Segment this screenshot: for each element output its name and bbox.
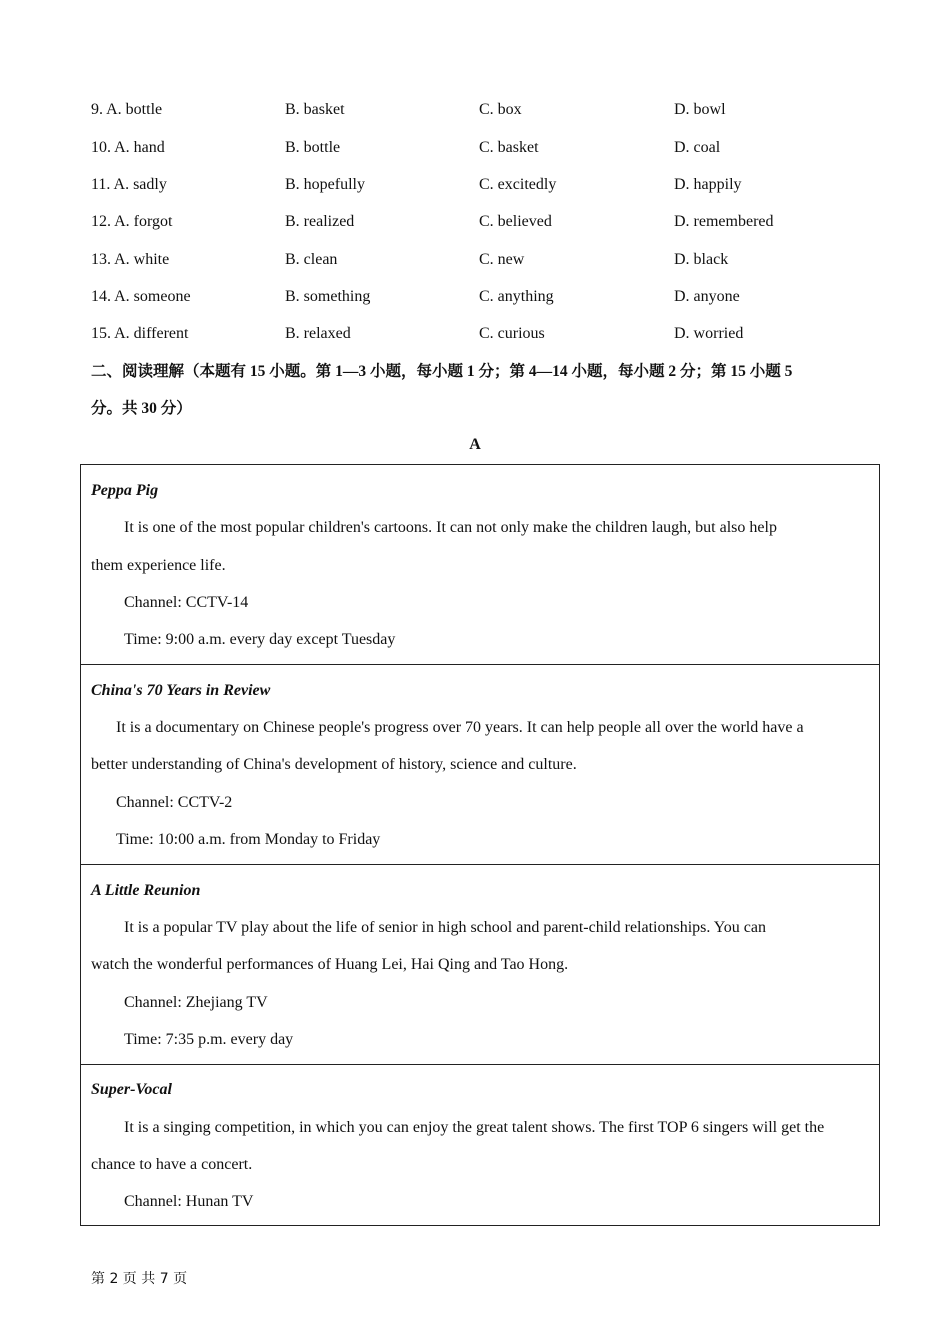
option-a: 15. A. different xyxy=(91,325,189,342)
program-channel: Channel: CCTV-2 xyxy=(116,794,233,811)
option-b: B. basket xyxy=(285,101,345,118)
page-footer: 第 2 页 共 7 页 xyxy=(91,1271,188,1287)
option-c: C. curious xyxy=(479,325,545,342)
program-title: China's 70 Years in Review xyxy=(91,682,271,699)
option-row-12 xyxy=(91,213,871,235)
program-table xyxy=(80,464,880,1226)
program-channel: Channel: Zhejiang TV xyxy=(124,994,268,1011)
option-c: C. box xyxy=(479,101,522,118)
program-description-cont: chance to have a concert. xyxy=(91,1156,253,1173)
program-cell xyxy=(81,465,879,665)
option-row-9 xyxy=(91,101,871,123)
section-heading-line2: 分。共 30 分） xyxy=(91,400,192,417)
option-a: 13. A. white xyxy=(91,251,170,268)
option-a: 10. A. hand xyxy=(91,139,165,156)
program-title: A Little Reunion xyxy=(91,882,201,899)
program-cell xyxy=(81,1065,879,1225)
program-channel: Channel: Hunan TV xyxy=(124,1193,254,1210)
program-time: Time: 7:35 p.m. every day xyxy=(124,1031,294,1048)
program-description: It is a singing competition, in which you can enjoy the great talent shows. The first TOP 6 singers will get the xyxy=(124,1119,825,1136)
program-description: It is one of the most popular children's cartoons. It can not only make the children laugh, but also help xyxy=(124,519,777,536)
option-d: D. bowl xyxy=(674,101,726,118)
program-description-cont: watch the wonderful performances of Huang Lei, Hai Qing and Tao Hong. xyxy=(91,956,569,973)
program-channel: Channel: CCTV-14 xyxy=(124,594,249,611)
program-title: Super-Vocal xyxy=(91,1081,172,1098)
option-row-14 xyxy=(91,288,871,310)
program-description-cont: them experience life. xyxy=(91,557,226,574)
option-c: C. new xyxy=(479,251,525,268)
option-d: D. remembered xyxy=(674,213,774,230)
option-d: D. coal xyxy=(674,139,721,156)
program-title: Peppa Pig xyxy=(91,482,159,499)
option-b: B. clean xyxy=(285,251,338,268)
program-time: Time: 9:00 a.m. every day except Tuesday xyxy=(124,631,396,648)
option-b: B. something xyxy=(285,288,371,305)
passage-label: A xyxy=(469,436,481,453)
option-c: C. believed xyxy=(479,213,552,230)
option-d: D. happily xyxy=(674,176,742,193)
program-description-cont: better understanding of China's development of history, science and culture. xyxy=(91,756,577,773)
program-cell xyxy=(81,865,879,1065)
option-a: 11. A. sadly xyxy=(91,176,167,193)
option-d: D. black xyxy=(674,251,729,268)
program-cell xyxy=(81,665,879,865)
option-d: D. anyone xyxy=(674,288,740,305)
option-row-13 xyxy=(91,251,871,273)
option-a: 14. A. someone xyxy=(91,288,191,305)
program-description: It is a documentary on Chinese people's progress over 70 years. It can help people all over the world have a xyxy=(116,719,804,736)
program-description: It is a popular TV play about the life of senior in high school and parent-child relationships. You can xyxy=(124,919,766,936)
option-row-11 xyxy=(91,176,871,198)
option-c: C. excitedly xyxy=(479,176,557,193)
option-b: B. relaxed xyxy=(285,325,351,342)
option-b: B. bottle xyxy=(285,139,341,156)
option-b: B. hopefully xyxy=(285,176,365,193)
option-c: C. anything xyxy=(479,288,554,305)
option-row-10 xyxy=(91,139,871,161)
option-d: D. worried xyxy=(674,325,744,342)
option-row-15 xyxy=(91,325,871,347)
option-a: 9. A. bottle xyxy=(91,101,163,118)
option-b: B. realized xyxy=(285,213,355,230)
option-c: C. basket xyxy=(479,139,539,156)
section-heading-line1: 二、阅读理解（本题有 15 小题。第 1—3 小题，每小题 1 分；第 4—14 小题，每小题 2 分；第 15 小题 5 xyxy=(91,363,793,380)
program-time: Time: 10:00 a.m. from Monday to Friday xyxy=(116,831,381,848)
option-a: 12. A. forgot xyxy=(91,213,173,230)
